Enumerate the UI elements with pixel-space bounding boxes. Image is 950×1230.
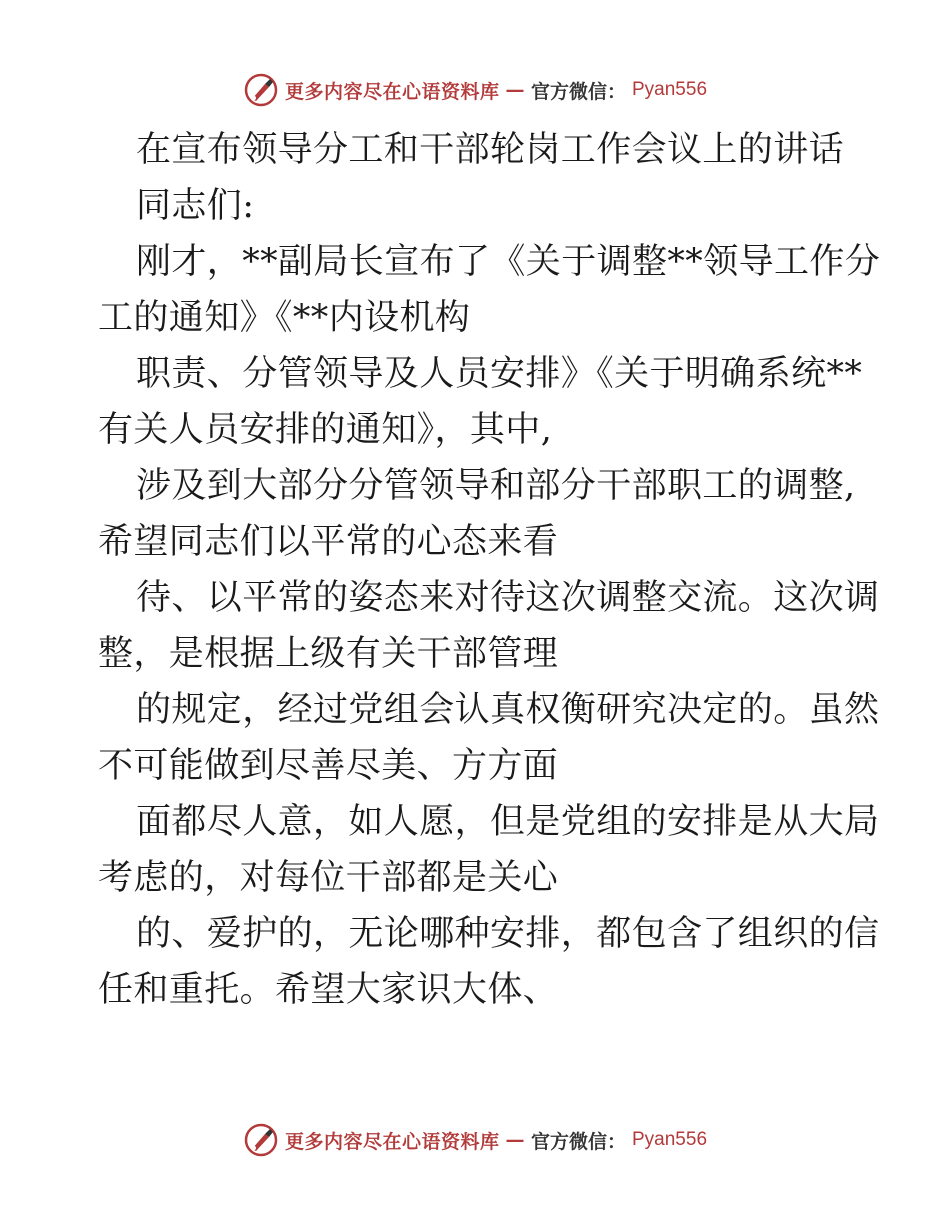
watermark-site-name: 更多内容尽在心语资料库 (284, 80, 500, 103)
watermark-site-name: 更多内容尽在心语资料库 (284, 1130, 500, 1153)
salutation: 同志们: (136, 186, 255, 226)
paragraph-line: 待、以平常的姿态来对待这次调整交流。这次调 (136, 578, 880, 618)
watermark-wechat-id: Pyan556 (632, 79, 708, 100)
paragraph-line: 希望同志们以平常的心态来看 (98, 522, 559, 562)
paragraph-line: 面都尽人意，如人愿，但是党组的安排是从大局 (136, 802, 880, 842)
paragraph-line: 的、爱护的，无论哪种安排，都包含了组织的信 (136, 914, 880, 954)
paragraph-line: 考虑的，对每位干部都是关心 (98, 858, 559, 898)
paragraph-line: 有关人员安排的通知》，其中, (98, 410, 553, 450)
paragraph-line: 整，是根据上级有关干部管理 (98, 634, 559, 674)
watermark-header (0, 70, 950, 110)
paragraph-line: 涉及到大部分分管领导和部分干部职工的调整, (136, 466, 856, 506)
watermark-wechat-label: 官方微信： (530, 80, 626, 103)
watermark-dash: — (505, 1129, 525, 1151)
pen-logo-icon (243, 1122, 279, 1158)
paragraph-line: 刚才，**副局长宣布了《关于调整**领导工作分 (136, 242, 881, 282)
paragraph-line: 的规定，经过党组会认真权衡研究决定的。虽然 (136, 690, 880, 730)
watermark-footer (0, 1120, 950, 1160)
document-body (98, 122, 881, 1018)
watermark-wechat-id: Pyan556 (632, 1129, 708, 1150)
paragraph-line: 职责、分管领导及人员安排》《关于明确系统** (136, 354, 863, 394)
watermark-dash: — (505, 79, 525, 101)
document-title: 在宣布领导分工和干部轮岗工作会议上的讲话 (136, 130, 845, 170)
paragraph-line: 不可能做到尽善尽美、方方面 (98, 746, 559, 786)
watermark-wechat-label: 官方微信： (530, 1130, 626, 1153)
pen-logo-icon (243, 72, 279, 108)
paragraph-line: 工的通知》《**内设机构 (98, 298, 471, 338)
paragraph-line: 任和重托。希望大家识大体、 (98, 970, 559, 1010)
